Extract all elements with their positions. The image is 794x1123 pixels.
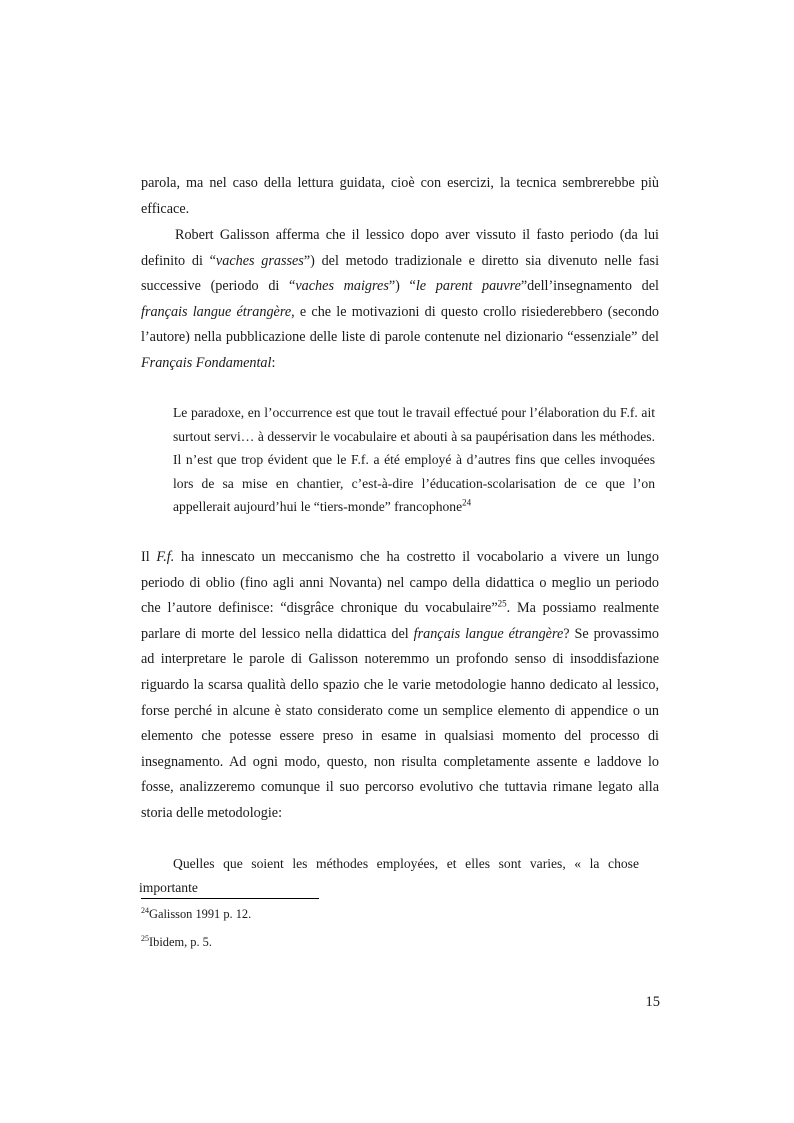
footnote-ref-25: 25 xyxy=(497,598,507,609)
footnote-24: $^{24}$Galisson 1991 p. 12. xyxy=(141,905,252,921)
paragraph-1: parola, ma nel caso della lettura guidata, cioè con esercizi, la tecnica sembrerebbe più efficace. xyxy=(141,175,659,217)
italic-parent-pauvre: le parent pauvre xyxy=(415,278,521,295)
italic-ff: F.f. xyxy=(156,549,175,565)
italic-fle: français langue étrangère xyxy=(141,303,292,320)
paragraph-3: Il F.f. ha innescato un meccanismo che ha costretto il vocabolario a vivere un lungo periodo di oblio (fino agli anni Novanta) nel campo della didattica o meglio un periodo che l’autore definisce: “disgrâce chronique du vocabulaire”$^{25}$. Ma possiamo realmente parlare di morte del lessico nella didattica del français langue étrangère? Se provassimo ad interpretare le parole di Galisson noteremmo un profondo senso di insoddisfazione riguardo la scarsa qualità dello spazio che le varie metodologie hanno dedicato al lessico, forse perché in alcune è stato considerato come un semplice elemento di appendice o un elemento che potesse essere preso in esame in qualsiasi momento del processo di insegnamento. Ad ogni modo, questo, non risulta completamente assente e laddove lo fosse, analizzeremo comunque il suo percorso evolutivo che tuttavia rimane legato alla storia delle metodologie: xyxy=(141,549,660,821)
italic-francais-fondamental: Français Fondamental xyxy=(141,354,272,371)
block-quote-1: Le paradoxe, en l’occurrence est que tout le travail effectué pour l’élaboration du F.f. ait surtout servi… à desservir le vocabulaire et abouti à sa paupérisation dans les méthodes. Il n’est que trop évident que le F.f. a été employé à d’autres fins que celles invoquées lors de sa mise en chantier, c’est-à-dire l’éducation-scolarisation de ce que l’on appellerait aujourd’hui le “tiers-monde” francophone$^{24}$ xyxy=(173,405,655,515)
footnote-ref-24: 24 xyxy=(462,497,472,508)
italic-vaches-maigres: vaches maigres xyxy=(295,278,389,295)
italic-vaches-grasses: vaches grasses xyxy=(215,252,304,269)
block-quote-2: Quelles que soient les méthodes employées, et elles sont varies, « la chose importante xyxy=(139,856,639,895)
paragraph-2: Robert Galisson afferma che il lessico dopo aver vissuto il fasto periodo (da lui definito di “vaches grasses”) del metodo tradizionale e diretto sia divenuto nelle fasi successive (periodo di “vaches maigres”) “le parent pauvre”dell’insegnamento del français langue étrangère, e che le motivazioni di questo crollo risiederebbero (secondo l’autore) nella pubblicazione delle liste di parole contenute nel dizionario “essenziale” del Français Fondamental: xyxy=(141,227,660,371)
italic-fle-2: français langue étrangère xyxy=(413,625,564,642)
footnote-25: $^{25}$Ibidem, p. 5. xyxy=(141,933,212,949)
page-number: 15 xyxy=(645,994,660,1010)
footnote-divider xyxy=(141,898,319,899)
